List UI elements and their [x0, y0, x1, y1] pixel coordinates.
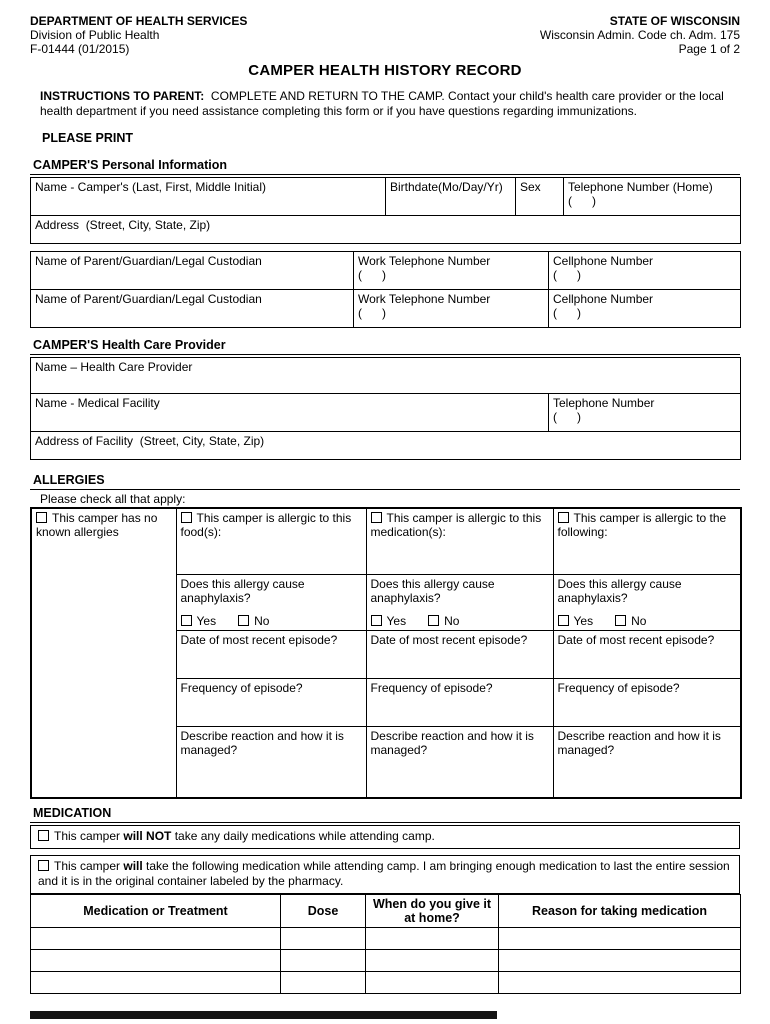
dose-column-header: Dose [281, 895, 366, 928]
food-anaphylaxis-no-checkbox[interactable] [238, 615, 249, 626]
facility-name-label: Name - Medical Facility [35, 396, 160, 410]
personal-info-table [30, 177, 741, 244]
work-phone-field-1[interactable] [354, 252, 549, 290]
section-heading-personal: CAMPER'S Personal Information [30, 158, 740, 175]
cellphone-field-1[interactable] [549, 252, 741, 290]
provider-name-field[interactable] [31, 358, 741, 394]
yes-label: Yes [573, 613, 594, 628]
sex-field[interactable] [516, 178, 564, 216]
anaphylaxis-answer-row [558, 614, 737, 628]
when-given-cell[interactable] [366, 928, 499, 950]
facility-address-field[interactable] [31, 432, 741, 460]
no-label: No [444, 613, 460, 628]
work-phone-label-2: Work Telephone Number [358, 292, 491, 306]
please-print-note: PLEASE PRINT [42, 131, 133, 145]
medication-allergy-label: This camper is allergic to this medication(s): [370, 511, 542, 539]
food-reaction-cell[interactable] [176, 726, 366, 798]
page-cutoff-artifact [30, 1011, 497, 1019]
no-label: No [631, 613, 647, 628]
other-allergy-cell[interactable] [553, 508, 741, 574]
instructions-label: INSTRUCTIONS TO PARENT: [40, 89, 205, 103]
with-medication-checkbox[interactable] [38, 860, 49, 871]
provider-name-label: Name – Health Care Provider [35, 360, 193, 374]
allergy-instruction: Please check all that apply: [40, 492, 186, 506]
food-frequency-cell[interactable] [176, 678, 366, 726]
home-phone-label: Telephone Number (Home) [568, 180, 713, 194]
instructions-paragraph [40, 89, 740, 118]
agency-name: DEPARTMENT OF HEALTH SERVICES [30, 14, 248, 28]
birthdate-field[interactable] [386, 178, 516, 216]
reaction-question: Describe reaction and how it is managed? [370, 728, 534, 757]
facility-address-label: Address of Facility (Street, City, State, Zip) [35, 434, 265, 448]
form-number: F-01444 (01/2015) [30, 42, 130, 56]
cellphone-area-blank-1: ( ) [553, 268, 581, 282]
food-anaphylaxis-yes-checkbox[interactable] [181, 615, 192, 626]
medication-treatment-cell[interactable] [31, 972, 281, 994]
section-heading-medication: MEDICATION [30, 806, 740, 823]
anaphylaxis-question: Does this allergy cause anaphylaxis? [557, 576, 682, 605]
with-medication-text-post: take the following medication while attending camp. I am bringing enough medication to last the entire session and it is in the original container labeled by the pharmacy. [38, 859, 730, 888]
dose-cell[interactable] [281, 972, 366, 994]
page-number: Page 1 of 2 [678, 42, 740, 56]
allergy-table [30, 507, 742, 799]
episode-date-question: Date of most recent episode? [180, 632, 338, 647]
anaphylaxis-question: Does this allergy cause anaphylaxis? [180, 576, 305, 605]
food-anaphylaxis-cell[interactable] [176, 574, 366, 630]
other-frequency-cell[interactable] [553, 678, 741, 726]
reason-cell[interactable] [499, 972, 741, 994]
birthdate-label: Birthdate(Mo/Day/Yr) [390, 180, 503, 194]
reason-column-header: Reason for taking medication [499, 895, 741, 928]
medication-anaphylaxis-cell[interactable] [366, 574, 553, 630]
parent-name-label-1: Name of Parent/Guardian/Legal Custodian [35, 254, 262, 268]
with-medication-text-bold: will [123, 859, 143, 873]
food-episode-date-cell[interactable] [176, 630, 366, 678]
other-anaphylaxis-no-checkbox[interactable] [615, 615, 626, 626]
no-medication-text-pre: This camper [54, 829, 124, 843]
episode-date-question: Date of most recent episode? [370, 632, 528, 647]
provider-table [30, 357, 741, 460]
medication-anaphylaxis-no-checkbox[interactable] [428, 615, 439, 626]
camper-name-field[interactable] [31, 178, 386, 216]
no-allergy-checkbox[interactable] [36, 512, 47, 523]
reason-cell[interactable] [499, 928, 741, 950]
facility-phone-area-blank: ( ) [553, 410, 581, 424]
no-medication-text-post: take any daily medications while attending camp. [171, 829, 435, 843]
reaction-question: Describe reaction and how it is managed? [557, 728, 721, 757]
camper-address-label: Address (Street, City, State, Zip) [35, 218, 211, 232]
medication-reaction-cell[interactable] [366, 726, 553, 798]
with-medication-option[interactable] [30, 855, 740, 894]
reason-cell[interactable] [499, 950, 741, 972]
when-column-header: When do you give it at home? [366, 895, 499, 928]
facility-phone-field[interactable] [549, 394, 741, 432]
other-allergy-checkbox[interactable] [558, 512, 569, 523]
no-allergy-label: This camper has no known allergies [36, 511, 158, 539]
frequency-question: Frequency of episode? [370, 680, 493, 695]
section-heading-allergies: ALLERGIES [30, 473, 740, 490]
frequency-question: Frequency of episode? [180, 680, 303, 695]
yes-label: Yes [196, 613, 217, 628]
episode-date-question: Date of most recent episode? [557, 632, 715, 647]
section-heading-provider: CAMPER'S Health Care Provider [30, 338, 740, 355]
anaphylaxis-answer-row [181, 614, 362, 628]
dose-cell[interactable] [281, 950, 366, 972]
medication-column-header: Medication or Treatment [31, 895, 281, 928]
medication-episode-date-cell[interactable] [366, 630, 553, 678]
other-episode-date-cell[interactable] [553, 630, 741, 678]
work-phone-field-2[interactable] [354, 290, 549, 328]
medication-allergy-cell[interactable] [366, 508, 553, 574]
cellphone-label-2: Cellphone Number [553, 292, 654, 306]
header-right-block [540, 14, 740, 56]
parent-name-field-1[interactable] [31, 252, 354, 290]
medication-frequency-cell[interactable] [366, 678, 553, 726]
anaphylaxis-question: Does this allergy cause anaphylaxis? [370, 576, 495, 605]
anaphylaxis-answer-row [371, 614, 549, 628]
food-allergy-label: This camper is allergic to this food(s): [180, 511, 352, 539]
other-allergy-label: This camper is allergic to the following: [557, 511, 727, 539]
admin-code: Wisconsin Admin. Code ch. Adm. 175 [539, 28, 740, 42]
no-label: No [254, 613, 270, 628]
state-name: STATE OF WISCONSIN [609, 14, 740, 28]
cellphone-area-blank-2: ( ) [553, 306, 581, 320]
instructions-text: COMPLETE AND RETURN TO THE CAMP. Contact your child's health care provider or the local health department if you need assistance completing this form or if you have questions regarding immunizations. [40, 89, 728, 118]
facility-name-field[interactable] [31, 394, 549, 432]
yes-label: Yes [386, 613, 407, 628]
when-given-cell[interactable] [366, 950, 499, 972]
parent-name-label-2: Name of Parent/Guardian/Legal Custodian [35, 292, 262, 306]
form-header [30, 14, 740, 56]
when-given-cell[interactable] [366, 972, 499, 994]
cellphone-label-1: Cellphone Number [553, 254, 654, 268]
home-phone-area-blank: ( ) [568, 194, 596, 208]
work-phone-area-blank-1: ( ) [358, 268, 386, 282]
medication-allergy-checkbox[interactable] [371, 512, 382, 523]
reaction-question: Describe reaction and how it is managed? [180, 728, 344, 757]
with-medication-text-pre: This camper [54, 859, 124, 873]
no-allergy-cell[interactable] [31, 508, 176, 798]
no-medication-checkbox[interactable] [38, 830, 49, 841]
form-title: CAMPER HEALTH HISTORY RECORD [248, 62, 522, 79]
no-medication-option[interactable] [30, 825, 740, 849]
work-phone-label-1: Work Telephone Number [358, 254, 491, 268]
other-anaphylaxis-yes-checkbox[interactable] [558, 615, 569, 626]
sex-label: Sex [520, 180, 541, 194]
food-allergy-cell[interactable] [176, 508, 366, 574]
work-phone-area-blank-2: ( ) [358, 306, 386, 320]
medication-treatment-cell[interactable] [31, 928, 281, 950]
parent-guardian-table [30, 251, 741, 328]
home-phone-field[interactable] [564, 178, 741, 216]
no-medication-text-bold: will NOT [123, 829, 172, 843]
food-allergy-checkbox[interactable] [181, 512, 192, 523]
camper-name-label: Name - Camper's (Last, First, Middle Initial) [35, 180, 267, 194]
cellphone-field-2[interactable] [549, 290, 741, 328]
other-anaphylaxis-cell[interactable] [553, 574, 741, 630]
medication-treatment-cell[interactable] [31, 950, 281, 972]
camper-address-field[interactable] [31, 216, 741, 244]
facility-phone-label: Telephone Number [553, 396, 655, 410]
frequency-question: Frequency of episode? [557, 680, 680, 695]
dose-cell[interactable] [281, 928, 366, 950]
division-name: Division of Public Health [30, 28, 160, 42]
header-left-block [30, 14, 247, 56]
other-reaction-cell[interactable] [553, 726, 741, 798]
medication-anaphylaxis-yes-checkbox[interactable] [371, 615, 382, 626]
medication-table [30, 894, 741, 994]
parent-name-field-2[interactable] [31, 290, 354, 328]
